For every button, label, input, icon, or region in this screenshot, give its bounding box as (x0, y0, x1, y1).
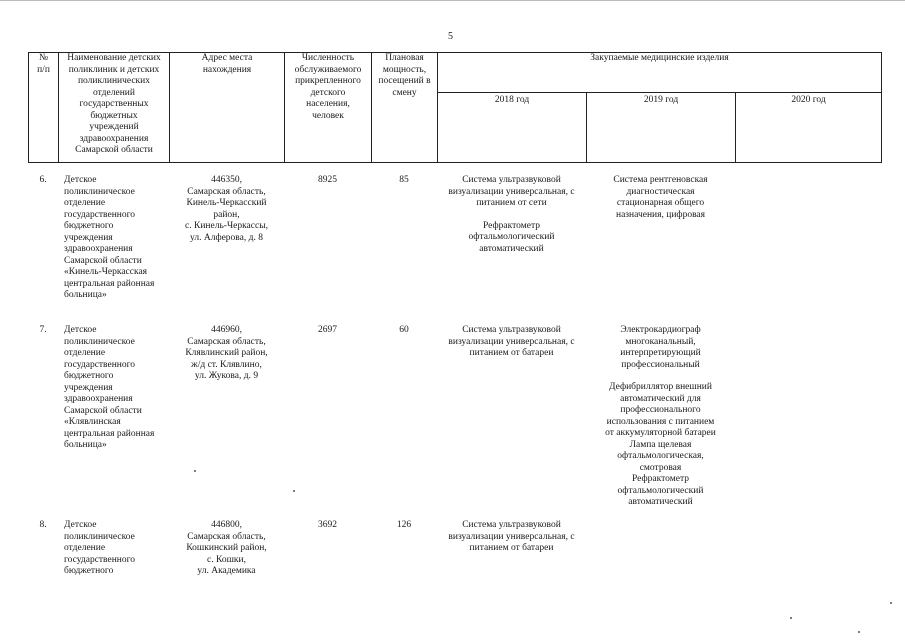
header-population (285, 53, 372, 163)
cell-line: Система ультразвуковой (462, 175, 561, 185)
row-name (58, 520, 169, 620)
header-line: поликлиник и детских (68, 64, 160, 75)
cell-line: использования с питанием (606, 416, 715, 427)
cell-line: государственного (64, 554, 136, 565)
cell-line: автоматический (479, 243, 544, 254)
cell-line: от аккумуляторной батареи (605, 428, 716, 438)
table-row (28, 520, 881, 620)
header-line: обслуживаемого (294, 64, 362, 75)
header-line: населения, (306, 99, 350, 109)
cell-line: смотровая (639, 462, 682, 473)
header-line: Адрес места (201, 53, 253, 63)
row-2020 (735, 520, 881, 620)
row-2018 (437, 520, 586, 620)
cell-line: учреждения (64, 232, 113, 243)
cell-line: район, (213, 209, 240, 220)
cell-line: 446960, (211, 325, 242, 335)
cell-line: визуализации универсальная, с (448, 336, 575, 347)
cell-line: Рефрактометр (483, 220, 540, 231)
cell-line: офтальмологическая, (617, 451, 704, 461)
row-2019 (586, 325, 735, 520)
cell-line: стационарная общего (616, 198, 705, 208)
cell-line: питанием от батареи (469, 543, 554, 553)
cell-line: здравоохранения (64, 244, 133, 254)
cell-line: Система ультразвуковой (462, 325, 561, 335)
scan-speck (890, 602, 892, 604)
row-2020 (735, 325, 881, 520)
row-2018 (437, 175, 586, 325)
header-num (29, 53, 59, 163)
scan-speck (194, 470, 196, 472)
header-address (170, 53, 285, 163)
scan-speck (790, 617, 792, 619)
cell-line: бюджетного (64, 221, 114, 231)
cell-line: назначения, цифровая (615, 209, 706, 220)
cell-line: офтальмологический (617, 485, 704, 496)
cell-line: центральная районная (64, 428, 155, 439)
header-line: отделений (93, 87, 135, 98)
cell-line: государственного (64, 359, 136, 370)
cell-line: больница» (64, 290, 107, 300)
cell-line: автоматический (628, 497, 693, 507)
header-line: Численность (301, 53, 355, 63)
cell-line: Кинель-Черкасский (186, 198, 267, 208)
cell-line: Кошкинский район, (186, 543, 267, 553)
cell-line: Самарской области (64, 405, 142, 416)
cell-line: с. Кошки, (207, 554, 246, 565)
cell-line: Рефрактометр (632, 474, 689, 484)
row-num: 7. (39, 325, 47, 335)
header-line: детского (310, 87, 346, 98)
cell-line: Самарская область, (187, 531, 266, 542)
cell-line: ж/д ст. Клявлино, (191, 359, 262, 370)
header-line: поликлинических (77, 76, 151, 86)
header-year-2020: 2020 год (736, 93, 882, 163)
cell-line: бюджетного (64, 371, 114, 381)
row-population: 8925 (318, 175, 337, 185)
table-row (28, 325, 881, 520)
cell-line: Детское (64, 175, 97, 185)
header-year-2018: 2018 год (438, 93, 587, 163)
header-purchased: Закупаемые медицинские изделия (438, 53, 882, 93)
cell-line: офтальмологический (468, 232, 555, 242)
table-body (28, 175, 881, 620)
table-row (28, 175, 881, 325)
cell-line: Детское (64, 520, 97, 530)
table-header (28, 52, 882, 163)
cell-line: с. Кинель-Черкассы, (185, 221, 268, 231)
cell-line: поликлиническое (64, 531, 135, 542)
cell-line: Самарская область, (187, 336, 266, 347)
cell-line: «Кинель-Черкасская (64, 267, 148, 277)
row-2018 (437, 325, 586, 520)
group-gap (439, 210, 584, 221)
header-line: Самарской области (75, 145, 153, 155)
header-line: посещений в (378, 76, 431, 86)
cell-line: Детское (64, 325, 97, 335)
cell-line: 446800, (211, 520, 242, 530)
cell-line: здравоохранения (64, 394, 133, 404)
row-2020 (735, 175, 881, 325)
row-name (58, 175, 169, 325)
page-number: 5 (448, 31, 453, 42)
cell-line: центральная районная (64, 278, 155, 289)
cell-line: Система рентгеновская (613, 175, 708, 185)
header-line: государственных (79, 99, 149, 109)
row-capacity: 126 (396, 520, 412, 530)
cell-line: ул. Алферова, д. 8 (190, 232, 263, 243)
header-year-2019: 2019 год (587, 93, 736, 163)
header-line: человек (312, 110, 344, 121)
row-name (58, 325, 169, 520)
cell-line: визуализации универсальная, с (448, 531, 575, 542)
cell-line: Лампа щелевая (629, 439, 692, 450)
header-line: № (38, 53, 49, 63)
cell-line: визуализации универсальная, с (448, 186, 575, 197)
row-num: 6. (39, 175, 47, 185)
row-capacity: 85 (399, 175, 409, 185)
cell-line: автоматический для (620, 393, 701, 404)
header-line: учреждений (89, 122, 139, 132)
cell-line: ул. Жукова, д. 9 (194, 371, 259, 381)
cell-line: учреждения (64, 382, 113, 393)
cell-line: Самарская область, (187, 186, 266, 197)
header-line: Плановая (385, 53, 424, 63)
cell-line: интерпретирующий (620, 348, 701, 358)
scan-speck (293, 490, 295, 492)
header-name (59, 53, 170, 163)
cell-line: государственного (64, 209, 136, 220)
cell-line: Система ультразвуковой (462, 520, 561, 530)
row-address (169, 325, 284, 520)
header-line: бюджетных (90, 110, 138, 121)
cell-line: многоканальный, (625, 336, 696, 347)
cell-line: отделение (64, 198, 106, 208)
row-2019 (586, 175, 735, 325)
row-address (169, 520, 284, 620)
cell-line: Электрокардиограф (620, 325, 701, 335)
cell-line: ул. Академика (197, 566, 256, 576)
header-line: Наименование детских (67, 53, 161, 63)
cell-line: поликлиническое (64, 186, 135, 197)
header-line: прикрепленного (295, 76, 361, 86)
cell-line: отделение (64, 348, 106, 358)
cell-line: отделение (64, 543, 106, 553)
row-population: 3692 (318, 520, 337, 530)
row-population: 2697 (318, 325, 337, 335)
cell-line: Клявлинский район, (185, 348, 268, 358)
cell-line: больница» (64, 440, 107, 450)
cell-line: питанием от сети (476, 198, 547, 208)
scan-speck (858, 631, 860, 633)
row-num: 8. (39, 520, 47, 530)
row-capacity: 60 (399, 325, 409, 335)
group-gap (588, 371, 733, 382)
top-rule (0, 0, 905, 5)
header-line: нахождения (202, 64, 252, 75)
header-line: здравоохранения (79, 133, 149, 144)
cell-line: «Клявлинская (64, 417, 121, 427)
header-line: п/п (37, 64, 50, 75)
cell-line: профессионального (620, 405, 701, 415)
cell-line: поликлиническое (64, 336, 135, 347)
row-address (169, 175, 284, 325)
header-line: смену (392, 87, 417, 98)
cell-line: питанием от батареи (469, 348, 554, 358)
cell-line: профессиональный (621, 359, 700, 370)
row-2019 (586, 520, 735, 620)
header-line: мощность, (382, 64, 427, 75)
cell-line: Самарской области (64, 255, 142, 266)
cell-line: 446350, (211, 175, 242, 185)
cell-line: бюджетного (64, 566, 114, 576)
cell-line: диагностическая (626, 186, 695, 197)
header-capacity (372, 53, 438, 163)
cell-line: Дефибриллятор внешний (609, 382, 712, 392)
